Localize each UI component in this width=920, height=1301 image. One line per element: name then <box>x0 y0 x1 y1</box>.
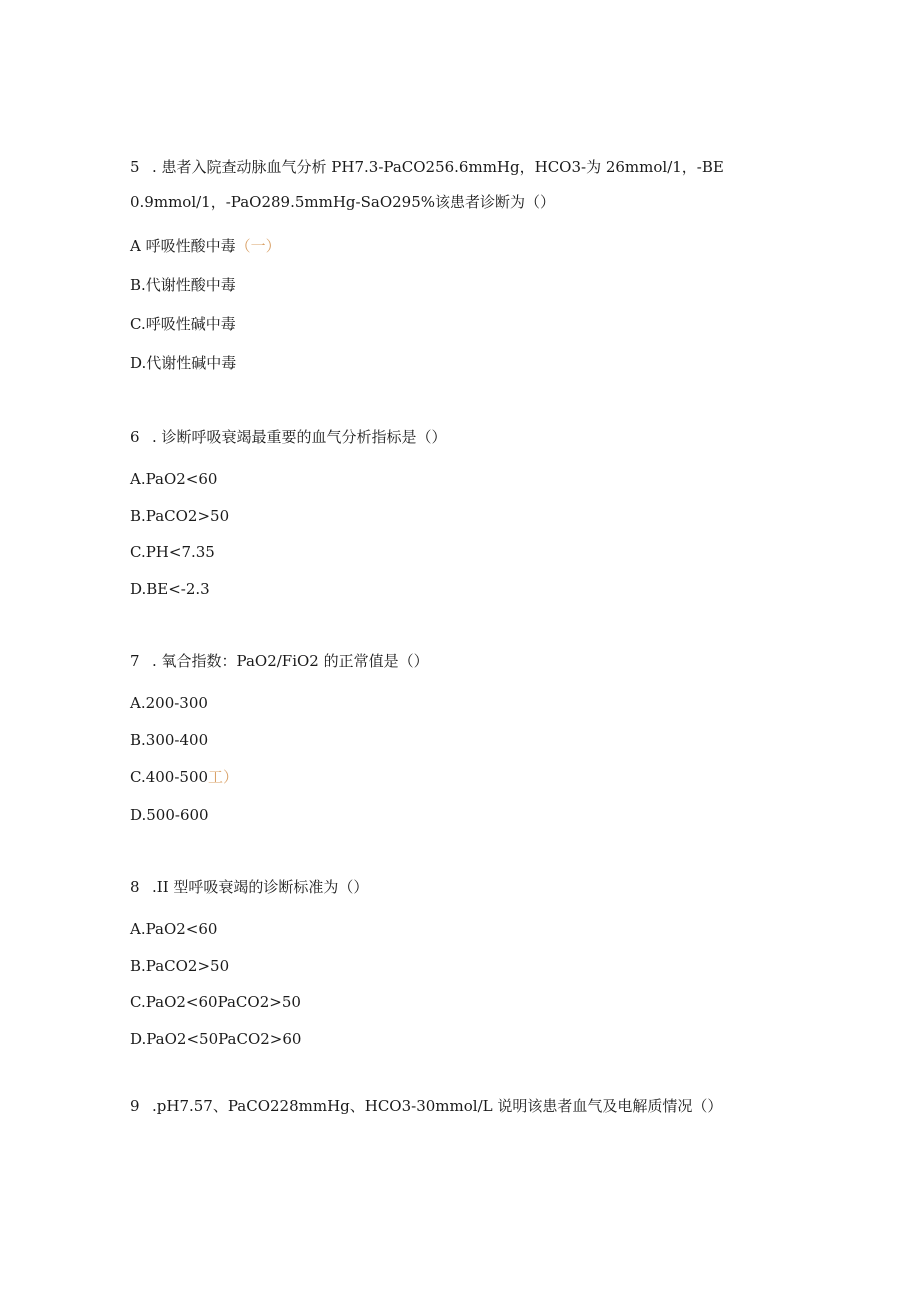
question-8-option-a: A.PaO2<60 <box>130 920 218 938</box>
question-8-option-b: B.PaCO2>50 <box>130 957 230 975</box>
question-7-option-d: D.500-600 <box>130 806 209 824</box>
handwritten-mark: 工） <box>208 768 239 786</box>
question-6-number: 6 <box>130 428 140 446</box>
question-5-option-c: C.呼吸性碱中毒 <box>130 315 236 333</box>
question-5-number: 5 <box>130 158 140 176</box>
question-7-number: 7 <box>130 652 140 670</box>
question-8-number: 8 <box>130 878 140 896</box>
question-7-stem-text: . 氧合指数：PaO2/FiO2 的正常值是（） <box>152 652 429 670</box>
question-9-stem <box>130 1096 722 1116</box>
question-9-stem-text: .pH7.57、PaCO228mmHg、HCO3-30mmol/L 说明该患者血气及电解质情况（） <box>152 1097 723 1115</box>
question-6-option-a: A.PaO2<60 <box>130 470 218 488</box>
question-5-option-d: D.代谢性碱中毒 <box>130 354 237 372</box>
option-text: A 呼吸性酸中毒 <box>130 237 236 255</box>
question-8-stem-text: .II 型呼吸衰竭的诊断标准为（） <box>152 878 369 896</box>
question-5-option-b: B.代谢性酸中毒 <box>130 276 236 294</box>
question-6-option-d: D.BE<-2.3 <box>130 580 210 598</box>
option-text: C.400-500 <box>130 768 209 786</box>
question-7-option-c <box>130 767 238 787</box>
question-6-option-b: B.PaCO2>50 <box>130 507 230 525</box>
question-5-stem-line2: 0.9mmol/1，-PaO289.5mmHg-SaO295%该患者诊断为（） <box>130 193 555 211</box>
question-8-option-c: C.PaO2<60PaCO2>50 <box>130 993 301 1011</box>
question-7-stem <box>130 651 429 671</box>
question-9-number: 9 <box>130 1097 140 1115</box>
question-8-option-d: D.PaO2<50PaCO2>60 <box>130 1030 302 1048</box>
question-5-stem-text1: . 患者入院查动脉血气分析 PH7.3-PaCO256.6mmHg，HCO3-为 26mmol/1，-BE <box>152 158 724 176</box>
question-5-option-a <box>130 236 281 256</box>
question-7-option-b: B.300-400 <box>130 731 209 749</box>
question-6-stem <box>130 427 447 447</box>
question-6-stem-text: . 诊断呼吸衰竭最重要的血气分析指标是（） <box>152 428 447 446</box>
question-7-option-a: A.200-300 <box>130 694 208 712</box>
question-6-option-c: C.PH<7.35 <box>130 543 215 561</box>
handwritten-mark: （一） <box>235 237 281 255</box>
question-8-stem <box>130 877 368 897</box>
question-5-stem-line1 <box>130 157 724 177</box>
